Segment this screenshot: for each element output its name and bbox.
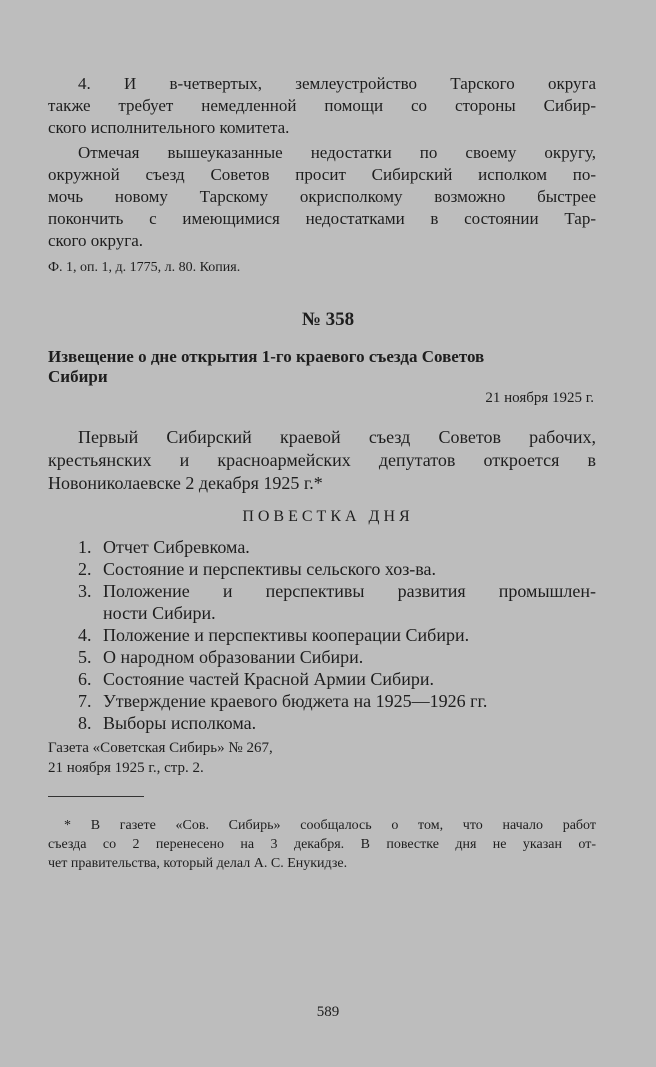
agenda-item-text: Выборы исполкома. <box>103 713 257 733</box>
para1-line3: ского исполнительного комитета. <box>48 118 290 137</box>
agenda-item-number: 2. <box>78 559 92 579</box>
footnote-line1: * В газете «Сов. Сибирь» сообщалось о том, что начало работ <box>64 818 596 833</box>
agenda-list <box>78 536 596 734</box>
page-number: 589 <box>316 1004 340 1020</box>
lead-line1: Первый Сибирский краевой съезд Советов рабочих, <box>78 427 596 447</box>
agenda-item-text: Состояние и перспективы сельского хоз-ва. <box>103 559 437 579</box>
agenda-item <box>78 536 596 558</box>
agenda-item-text: О народном образовании Сибири. <box>103 647 364 667</box>
citation-line1: Газета «Советская Сибирь» № 267, <box>48 740 273 756</box>
citation-line2: 21 ноября 1925 г., стр. 2. <box>48 760 204 776</box>
agenda-item-text: Состояние частей Красной Армии Сибири. <box>103 669 434 689</box>
agenda-item <box>78 558 596 580</box>
agenda-item <box>78 712 596 734</box>
para2-line2: окружной съезд Советов просит Сибирский исполком по- <box>48 165 596 184</box>
document-title-line2: Сибири <box>48 367 108 386</box>
agenda-item <box>78 646 596 668</box>
agenda-item-number: 5. <box>78 647 92 667</box>
document-date: 21 ноября 1925 г. <box>485 390 594 406</box>
footnote-line2: съезда со 2 перенесено на 3 декабря. В повестке дня не указан от- <box>48 837 596 852</box>
para2-line1: Отмечая вышеуказанные недостатки по своему округу, <box>78 143 596 162</box>
newspaper-citation <box>48 738 273 778</box>
agenda-item-text: ности Сибири. <box>103 603 216 623</box>
agenda-title: ПОВЕСТКА ДНЯ <box>242 508 414 525</box>
lead-line2: крестьянских и красноармейских депутатов откроется в <box>48 450 596 470</box>
agenda-item-number: 4. <box>78 625 92 645</box>
document-title-line1: Извещение о дне открытия 1-го краевого съезда Советов <box>48 347 485 366</box>
agenda-item-number: 6. <box>78 669 92 689</box>
agenda-item-text: Положение и перспективы кооперации Сибири. <box>103 625 470 645</box>
agenda-item <box>78 624 596 646</box>
agenda-item-text: Отчет Сибревкома. <box>103 537 250 557</box>
agenda-item <box>78 690 596 712</box>
para1-line1: 4. И в-четвертых, землеустройство Тарского округа <box>78 74 596 93</box>
footnote-divider <box>48 796 144 797</box>
agenda-item-number: 3. <box>78 581 92 601</box>
agenda-item-number: 1. <box>78 537 92 557</box>
para1-line2: также требует немедленной помощи со стороны Сибир- <box>48 96 596 115</box>
agenda-item-continuation <box>78 602 596 624</box>
document-title <box>48 347 596 387</box>
lead-line3: Новониколаевске 2 декабря 1925 г.* <box>48 473 323 493</box>
agenda-item <box>78 668 596 690</box>
para2-line4: покончить с имеющимися недостатками в состоянии Тар- <box>48 209 596 228</box>
para2-line3: мочь новому Тарскому окрисполкому возможно быстрее <box>48 187 596 206</box>
agenda-item-text: Положение и перспективы развития промышлен- <box>103 581 596 601</box>
agenda-item-number: 7. <box>78 691 92 711</box>
agenda-item <box>78 580 596 602</box>
agenda-item-number: 8. <box>78 713 92 733</box>
footnote-line3: чет правительства, который делал А. С. Енукидзе. <box>48 856 348 871</box>
agenda-item-text: Утверждение краевого бюджета на 1925—1926 гг. <box>103 691 488 711</box>
document-number: № 358 <box>301 309 355 330</box>
archive-source: Ф. 1, оп. 1, д. 1775, л. 80. Копия. <box>48 260 241 275</box>
para2-line5: ского округа. <box>48 231 144 250</box>
